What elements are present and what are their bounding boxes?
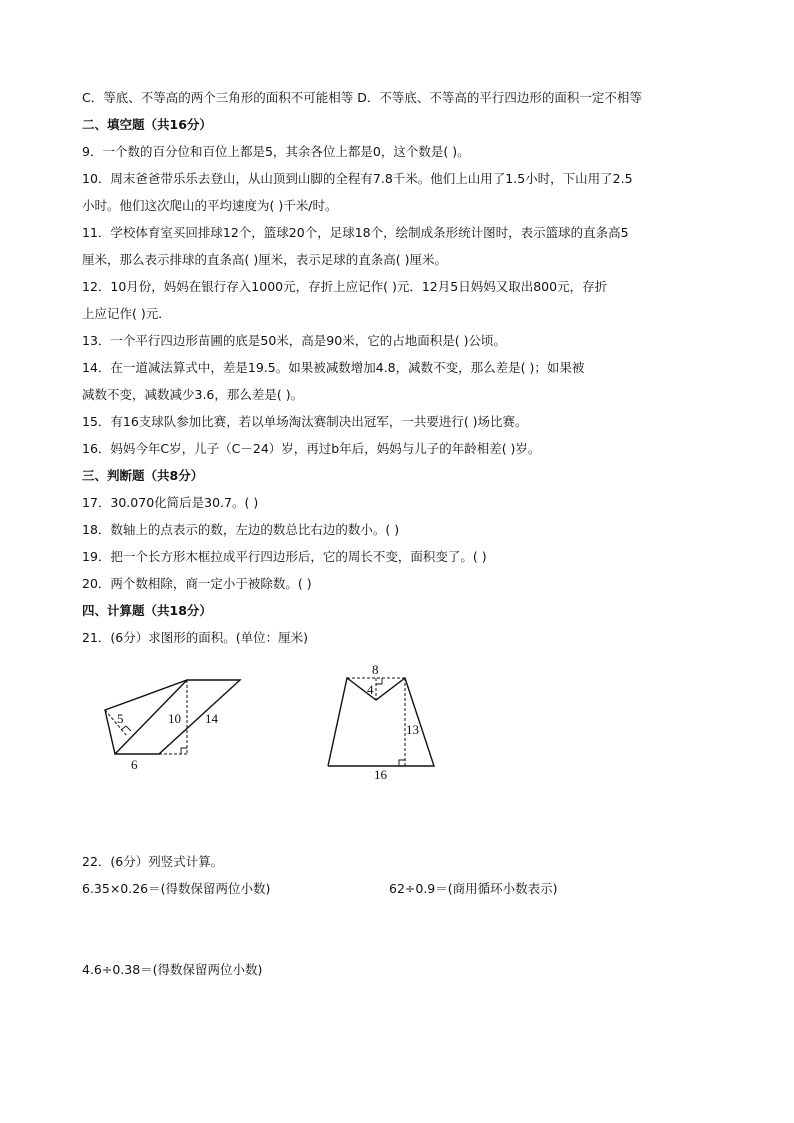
question-12-line2: 上应记作( )元．: [82, 306, 171, 321]
calc-3: 4.6÷0.38＝(得数保留两位小数): [82, 962, 263, 977]
question-14-line1: 14．在一道减法算式中，差是19.5。如果被减数增加4.8，减数不变，那么差是( )；如果被: [82, 360, 585, 375]
section-2-heading: 二、填空题（共16分）: [82, 117, 212, 132]
question-22: 22．(6分）列竖式计算。: [82, 854, 224, 869]
question-11-line1: 11．学校体育室买回排球12个，篮球20个，足球18个，绘制成条形统计图时，表示篮球的直条高5: [82, 225, 629, 240]
figure-2-label-height-13: 13: [406, 722, 419, 737]
figure-2-label-base-16: 16: [374, 767, 387, 782]
figure-2-label-top-8: 8: [372, 662, 379, 677]
question-10-line1: 10．周末爸爸带乐乐去登山，从山顶到山脚的全程有7.8千米。他们上山用了1.5小时，下山用了2.5: [82, 171, 633, 186]
question-20: 20．两个数相除，商一定小于被除数。( ): [82, 576, 312, 591]
figure-1-composite-shape: [95, 668, 245, 778]
question-13: 13．一个平行四边形苗圃的底是50米，高是90米，它的占地面积是( )公顷。: [82, 333, 506, 348]
figure-2-notched-trapezoid: [320, 660, 444, 784]
question-21: 21．(6分）求图形的面积。(单位：厘米): [82, 630, 308, 645]
figure-1-label-base-6: 6: [131, 757, 138, 772]
question-10-line2: 小时。他们这次爬山的平均速度为( )千米/时。: [82, 198, 338, 213]
figure-1-label-height-5: 5: [117, 711, 124, 726]
question-14-line2: 减数不变，减数减少3.6，那么差是( )。: [82, 387, 304, 402]
figure-1-label-side-14: 14: [205, 711, 218, 726]
question-17: 17．30.070化简后是30.7。( ): [82, 495, 259, 510]
figure-2-label-notch-4: 4: [367, 682, 374, 697]
option-c-d: C．等底、不等高的两个三角形的面积不可能相等 D．不等底、不等高的平行四边形的面积一定不相等: [82, 90, 642, 105]
question-16: 16．妈妈今年C岁，儿子（C－24）岁，再过b年后，妈妈与儿子的年龄相差( )岁。: [82, 441, 541, 456]
question-19: 19．把一个长方形木框拉成平行四边形后，它的周长不变，面积变了。( ): [82, 549, 487, 564]
question-9: 9．一个数的百分位和百位上都是5，其余各位上都是0，这个数是( )。: [82, 144, 470, 159]
calc-1: 6.35×0.26＝(得数保留两位小数): [82, 881, 271, 896]
question-12-line1: 12．10月份，妈妈在银行存入1000元，存折上应记作( )元．12月5日妈妈又取出800元，存折: [82, 279, 608, 294]
question-11-line2: 厘米，那么表示排球的直条高( )厘米，表示足球的直条高( )厘米。: [82, 252, 447, 267]
calc-2: 62÷0.9＝(商用循环小数表示): [389, 881, 558, 896]
question-18: 18．数轴上的点表示的数，左边的数总比右边的数小。( ): [82, 522, 400, 537]
figure-1-label-height-10: 10: [168, 711, 181, 726]
question-15: 15．有16支球队参加比赛，若以单场淘汰赛制决出冠军，一共要进行( )场比赛。: [82, 414, 528, 429]
section-3-heading: 三、判断题（共8分）: [82, 468, 204, 483]
section-4-heading: 四、计算题（共18分）: [82, 603, 212, 618]
